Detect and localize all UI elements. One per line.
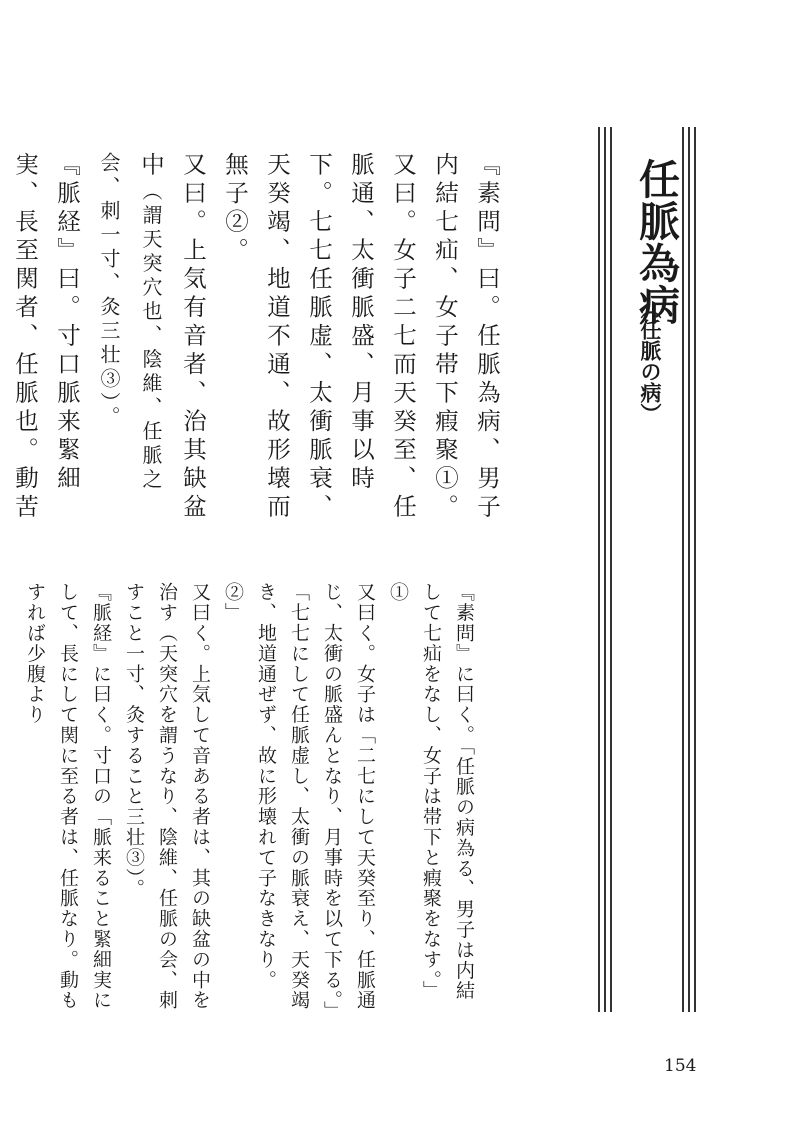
kanbun-paragraph-4: 『脈経』曰。寸口脈来緊細実、長至関者、任脈也。動苦 bbox=[11, 152, 81, 523]
section-subtitle: （任脈の病） bbox=[638, 298, 663, 424]
kanbun-paragraph-3 bbox=[88, 152, 214, 532]
kanbun-paragraph-3-main: 又曰。上気有音者、治其缺盆中 bbox=[137, 152, 207, 523]
kanbun-paragraph-1: 『素問』曰。任脈為病、男子内結七疝、女子帯下瘕聚①。 bbox=[431, 152, 501, 523]
decorative-rule-1 bbox=[598, 127, 600, 1012]
kanbun-paragraph-3-note: （謂天突穴也、陰維、任脈之会、刺一寸、灸三壮③）。 bbox=[97, 152, 163, 493]
translation-paragraph-4: 『脈経』に曰く。寸口の「脈来ること緊細実にして、長にして関に至る者は、任脈なり。動もすれば少腹より bbox=[24, 582, 112, 1011]
kanbun-text-block bbox=[0, 152, 508, 532]
decorative-rule-2 bbox=[604, 127, 606, 1012]
decorative-rule-3 bbox=[610, 127, 612, 1012]
translation-text-block bbox=[18, 582, 480, 1012]
decorative-rule-5 bbox=[688, 127, 690, 1012]
decorative-rule-6 bbox=[694, 127, 696, 1012]
kanbun-paragraph-2: 又曰。女子二七而天癸至、任脈通、太衝脈盛、月事以時下。七七任脈虚、太衝脈衰、天癸竭、地道不通、故形壊而無子②。 bbox=[221, 152, 417, 523]
translation-paragraph-1: 『素問』に曰く。「任脈の病為る、男子は内結して七疝をなし、女子は帯下と瘕聚をなす。」① bbox=[387, 582, 475, 1001]
translation-paragraph-3: 又曰く。上気して音ある者は、其の缺盆の中を治す（天突穴を謂うなり、陰維、任脈の会、刺すこと一寸、灸すること三壮③）。 bbox=[123, 582, 211, 1011]
section-title: 任脈為病 bbox=[632, 158, 680, 326]
page-number: 154 bbox=[664, 1056, 697, 1076]
translation-paragraph-2: 又曰く。女子は「二七にして天癸至り、任脈通じ、太衝の脈盛んとなり、月事時を以て下る。」「七七にして任脈虚し、太衝の脈衰え、天癸竭き、地道通ぜず、故に形壊れて子なきなり。②」 bbox=[222, 582, 376, 1012]
